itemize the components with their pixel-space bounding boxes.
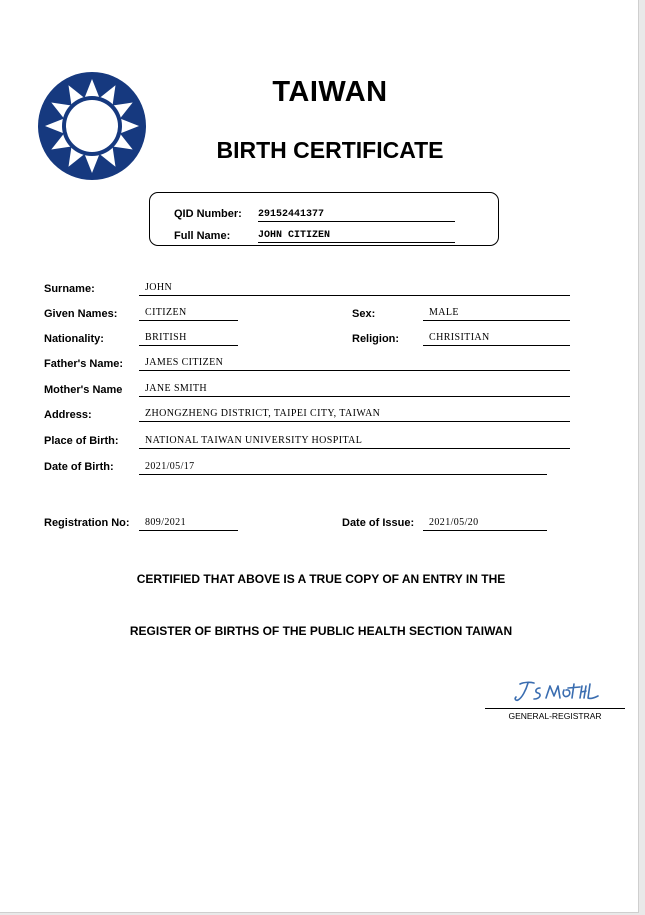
fullname-value: JOHN CITIZEN: [258, 230, 455, 243]
mothers-name-value: JANE SMITH: [139, 383, 570, 397]
certification-line-2: REGISTER OF BIRTHS OF THE PUBLIC HEALTH SECTION TAIWAN: [129, 624, 513, 638]
date-of-birth-value: 2021/05/17: [139, 461, 547, 475]
registration-no-label: Registration No:: [44, 517, 130, 529]
certification-line-1: CERTIFIED THAT ABOVE IS A TRUE COPY OF AN ENTRY IN THE: [136, 572, 506, 586]
address-label: Address:: [44, 409, 92, 421]
qid-value: 29152441377: [258, 209, 455, 222]
fathers-name-label: Father's Name:: [44, 358, 124, 370]
place-of-birth-value: NATIONAL TAIWAN UNIVERSITY HOSPITAL: [139, 435, 570, 449]
qid-label: QID Number:: [174, 208, 242, 220]
signature-line: [485, 708, 625, 709]
date-of-issue-label: Date of Issue:: [342, 517, 415, 529]
nationality-label: Nationality:: [44, 333, 104, 345]
date-of-birth-label: Date of Birth:: [44, 461, 114, 473]
nationality-value: BRITISH: [139, 332, 238, 346]
given-names-value: CITIZEN: [139, 307, 238, 321]
sex-value: MALE: [423, 307, 570, 321]
surname-value: JOHN: [139, 282, 570, 296]
surname-label: Surname:: [44, 283, 95, 295]
blue-sky-white-sun-emblem: [38, 72, 146, 180]
given-names-label: Given Names:: [44, 308, 118, 320]
id-summary-box: [149, 192, 499, 246]
registration-no-value: 809/2021: [139, 517, 238, 531]
registrar-signature: [510, 676, 600, 706]
sex-label: Sex:: [352, 308, 376, 320]
religion-value: CHRISITIAN: [423, 332, 570, 346]
document-title: BIRTH CERTIFICATE: [216, 137, 444, 163]
date-of-issue-value: 2021/05/20: [423, 517, 547, 531]
place-of-birth-label: Place of Birth:: [44, 435, 119, 447]
fullname-label: Full Name:: [174, 230, 231, 242]
religion-label: Religion:: [352, 333, 400, 345]
country-title: TAIWAN: [272, 76, 388, 108]
address-value: ZHONGZHENG DISTRICT, TAIPEI CITY, TAIWAN: [139, 408, 570, 422]
mothers-name-label: Mother's Name: [44, 384, 123, 396]
fathers-name-value: JAMES CITIZEN: [139, 357, 570, 371]
registrar-title: GENERAL-REGISTRAR: [508, 711, 602, 721]
